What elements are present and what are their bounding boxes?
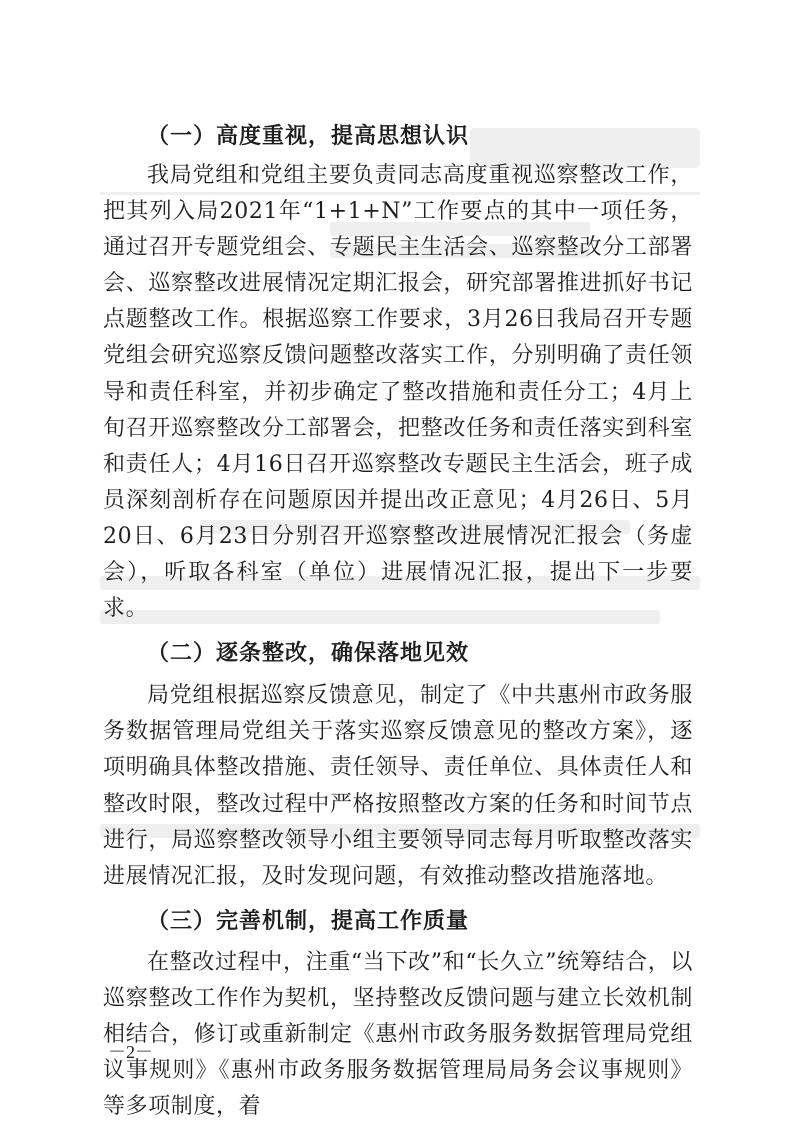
section-body-2: 局党组根据巡察反馈意见，制定了《中共惠州市政务服务数据管理局党组关于落实巡察反馈意见的整改方案》，逐项明确具体整改措施、责任领导、责任单位、具体责任人和整改时限，整改过程中严格按照整改方案的任务和时间节点进行，局巡察整改领导小组主要领导同志每月听取整改落实进展情况汇报，及时发现问题，有效推动整改措施落地。 (103, 683, 693, 889)
section-heading-3: （三）完善机制，提高工作质量 (147, 907, 470, 934)
section-body-3: 在整改过程中，注重“当下改”和“长久立”统筹结合，以巡察整改工作作为契机，坚持整改反馈问题与建立长效机制相结合，修订或重新制定《惠州市政务服务数据管理局党组议事规则》《惠州市政务服务数据管理局局务会议事规则》等多项制度，着 (103, 949, 693, 1120)
section-heading-2: （二）逐条整改，确保落地见效 (147, 640, 470, 667)
page-number: －2－ (108, 1042, 153, 1062)
document-page (103, 118, 693, 1125)
section-heading-1: （一）高度重视，提高思想认识 (147, 123, 470, 149)
section-body-1: 我局党组和党组主要负责同志高度重视巡察整改工作，把其列入局2021年“1+1+N”工作要点的其中一项任务，通过召开专题党组会、专题民主生活会、巡察整改分工部署会、巡察整改进展情况定期汇报会，研究部署推进抓好书记点题整改工作。根据巡察工作要求，3月26日我局召开专题党组会研究巡察反馈问题整改落实工作，分别明确了责任领导和责任科室，并初步确定了整改措施和责任分工；4月上旬召开巡察整改分工部署会，把整改任务和责任落实到科室和责任人；4月16日召开巡察整改专题民主生活会，班子成员深刻剖析存在问题原因并提出改正意见；4月26日、5月20日、6月23日分别召开巡察整改进展情况汇报会（务虚会），听取各科室（单位）进展情况汇报，提出下一步要求。 (103, 163, 693, 622)
